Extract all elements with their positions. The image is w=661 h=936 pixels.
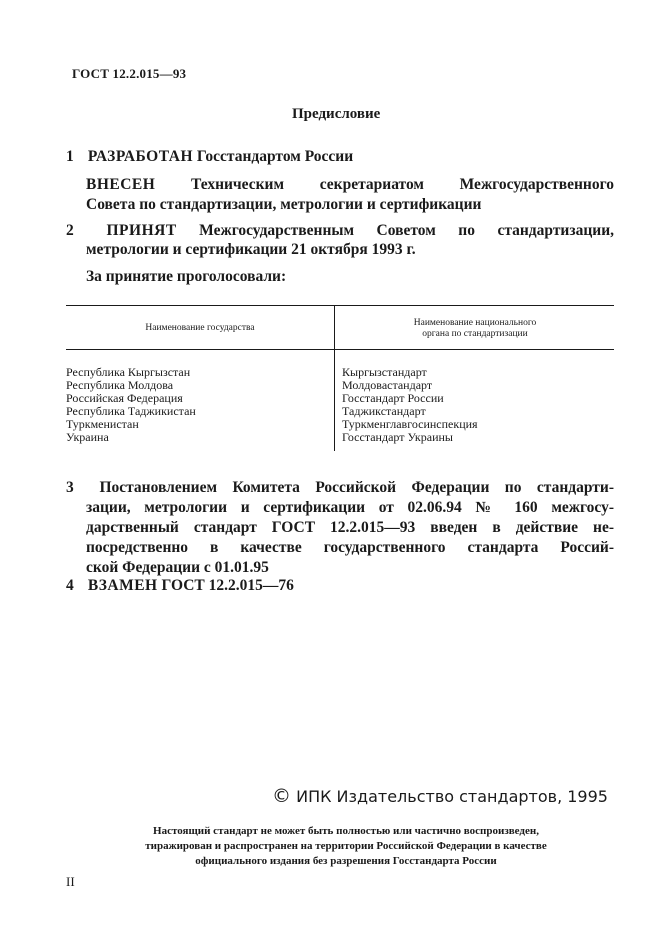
item-3-line-4: посредственно в качестве государственного стандарта Россий- [86, 539, 614, 556]
developed-keyword: РАЗРАБОТАН [87, 148, 194, 165]
page-title: Предисловие [292, 106, 381, 122]
copyright-notice [272, 785, 608, 807]
standards-body: Таджикстандарт [342, 404, 426, 418]
state-name: Республика Кыргызстан [66, 365, 191, 379]
voted-label: За принятие проголосовали: [86, 268, 287, 285]
item-number: 1 [66, 148, 74, 165]
table-row [66, 431, 109, 444]
item-number: 2 [66, 222, 74, 239]
state-name: Российская Федерация [66, 391, 183, 405]
item-number: 4 [66, 577, 74, 594]
submitted-line-1 [86, 175, 614, 195]
item-number: 3 [66, 479, 74, 496]
copyright-text: ИПК Издательство стандартов, 1995 [296, 787, 608, 806]
developed-text: Госстандартом России [196, 148, 354, 165]
item-3-line-2: зации, метрологии и сертификации от 02.06.94 № 160 межгосу- [86, 499, 614, 516]
replaces-text: ГОСТ 12.2.015—76 [161, 577, 294, 594]
column-header-state: Наименование государства [145, 323, 255, 333]
table-header-rule [66, 349, 614, 350]
item-3-line-5: ской Федерации с 01.01.95 [86, 559, 269, 576]
adopted-keyword: ПРИНЯТ [106, 222, 177, 239]
adopted-text-2: метрологии и сертификации 21 октября 1993 г. [86, 241, 416, 258]
item-2-adopted [66, 221, 614, 241]
adopted-text-1: Межгосударственным Советом по стандартизации, [199, 222, 615, 239]
item-3-line-1: 3 Постановлением Комитета Российской Федерации по стандарти- [66, 479, 614, 496]
item-4-replaces [66, 576, 294, 596]
document-code: ГОСТ 12.2.015—93 [72, 66, 187, 81]
table-top-rule [66, 305, 614, 306]
item-1-developed [66, 147, 353, 167]
standards-body: Туркменглавгосинспекция [342, 417, 478, 431]
reproduction-notice: Настоящий стандарт не может быть полностью или частично воспроизведен, тиражирован и распространен на территории Российской Федерации в качестве официального издания без разрешения Госстандарта России [145, 825, 547, 867]
column-header-body: Наименование национального органа по стандартизации [413, 318, 537, 339]
copyright-symbol: © [272, 785, 291, 807]
standards-body: Кыргызстандарт [342, 365, 427, 379]
submitted-text: Техническим секретариатом Межгосударственного [191, 176, 614, 193]
table-row [342, 431, 453, 444]
state-name: Республика Таджикистан [66, 404, 196, 418]
table-column-divider [334, 306, 335, 451]
item-3-line-3: дарственный стандарт ГОСТ 12.2.015—93 введен в действие не- [86, 519, 614, 536]
standards-body: Госстандарт Украины [342, 430, 453, 444]
state-name: Туркменистан [66, 417, 139, 431]
replaces-keyword: ВЗАМЕН [87, 577, 158, 594]
standards-body: Молдовастандарт [342, 378, 433, 392]
state-name: Республика Молдова [66, 378, 174, 392]
page-number: II [66, 874, 75, 889]
state-name: Украина [66, 430, 109, 444]
standards-body: Госстандарт России [342, 391, 444, 405]
submitted-line-2: Совета по стандартизации, метрологии и сертификации [86, 196, 482, 213]
submitted-keyword: ВНЕСЕН [86, 176, 156, 193]
